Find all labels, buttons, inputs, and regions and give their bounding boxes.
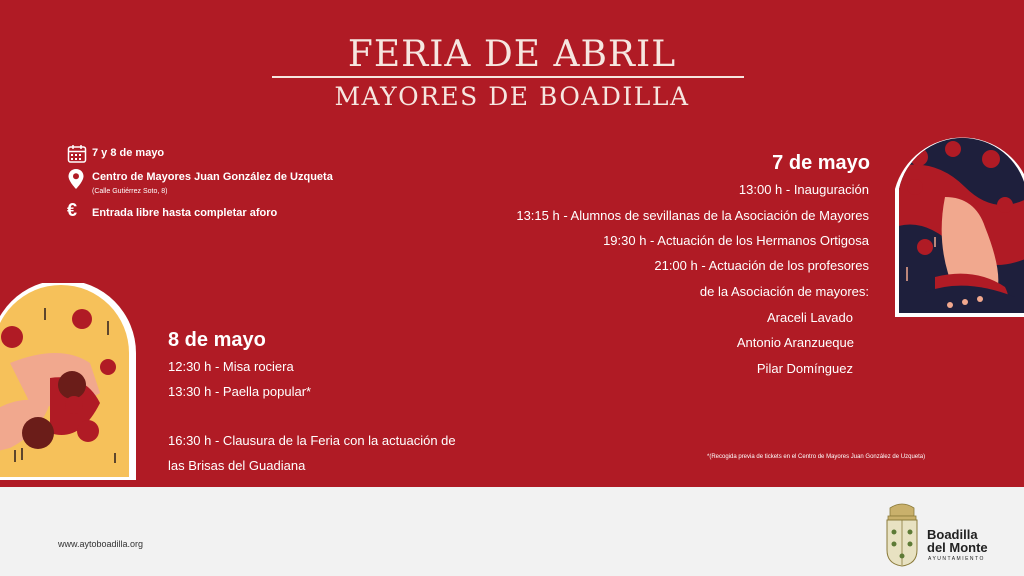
page-subtitle: MAYORES DE BOADILLA	[334, 82, 690, 111]
schedule-item: las Brisas del Guadiana	[168, 458, 306, 473]
logo-line2: del Monte	[927, 540, 988, 555]
calendar-icon	[67, 144, 87, 164]
performer-name: Araceli Lavado	[767, 310, 853, 325]
event-location: Centro de Mayores Juan González de Uzqueta	[92, 171, 333, 183]
performer-name: Antonio Aranzueque	[736, 335, 854, 350]
schedule-item: 16:30 h - Clausura de la Feria con la actuación de	[168, 433, 456, 448]
left-flamenco-illustration	[0, 283, 136, 480]
ticket-note: *(Recogida previa de tickets en el Centro de Mayores Juan González de Uzqueta)	[707, 454, 926, 460]
logo-name	[927, 528, 988, 554]
website-link[interactable]: www.aytoboadilla.org	[58, 539, 144, 549]
location-pin-icon	[67, 168, 85, 190]
schedule-item: 12:30 h - Misa rociera	[168, 359, 294, 374]
schedule-item: 21:00 h - Actuación de los profesores	[654, 258, 869, 273]
right-flamenco-illustration	[895, 127, 1024, 317]
title-divider	[272, 76, 744, 78]
entry-text: Entrada libre hasta completar aforo	[92, 207, 278, 219]
event-address: (Calle Gutiérrez Soto, 8)	[92, 188, 168, 195]
performer-name: Pilar Domínguez	[756, 361, 853, 376]
day8-heading: 8 de mayo	[168, 329, 266, 351]
schedule-item: 19:30 h - Actuación de los Hermanos Ortigosa	[603, 233, 869, 248]
schedule-item: 13:30 h - Paella popular*	[168, 384, 312, 399]
event-date: 7 y 8 de mayo	[92, 147, 165, 159]
boadilla-coat-of-arms-icon	[884, 502, 920, 568]
logo-line1: Boadilla	[927, 527, 978, 542]
euro-icon: €	[67, 200, 78, 220]
schedule-item: 13:00 h - Inauguración	[738, 182, 869, 197]
schedule-item: 13:15 h - Alumnos de sevillanas de la Asociación de Mayores	[516, 208, 869, 223]
schedule-item: de la Asociación de mayores:	[699, 284, 869, 299]
page-title: FERIA DE ABRIL	[347, 34, 677, 75]
page-footer	[0, 487, 1024, 576]
logo-subtitle: AYUNTAMIENTO	[928, 556, 985, 562]
day7-heading: 7 de mayo	[772, 152, 870, 174]
